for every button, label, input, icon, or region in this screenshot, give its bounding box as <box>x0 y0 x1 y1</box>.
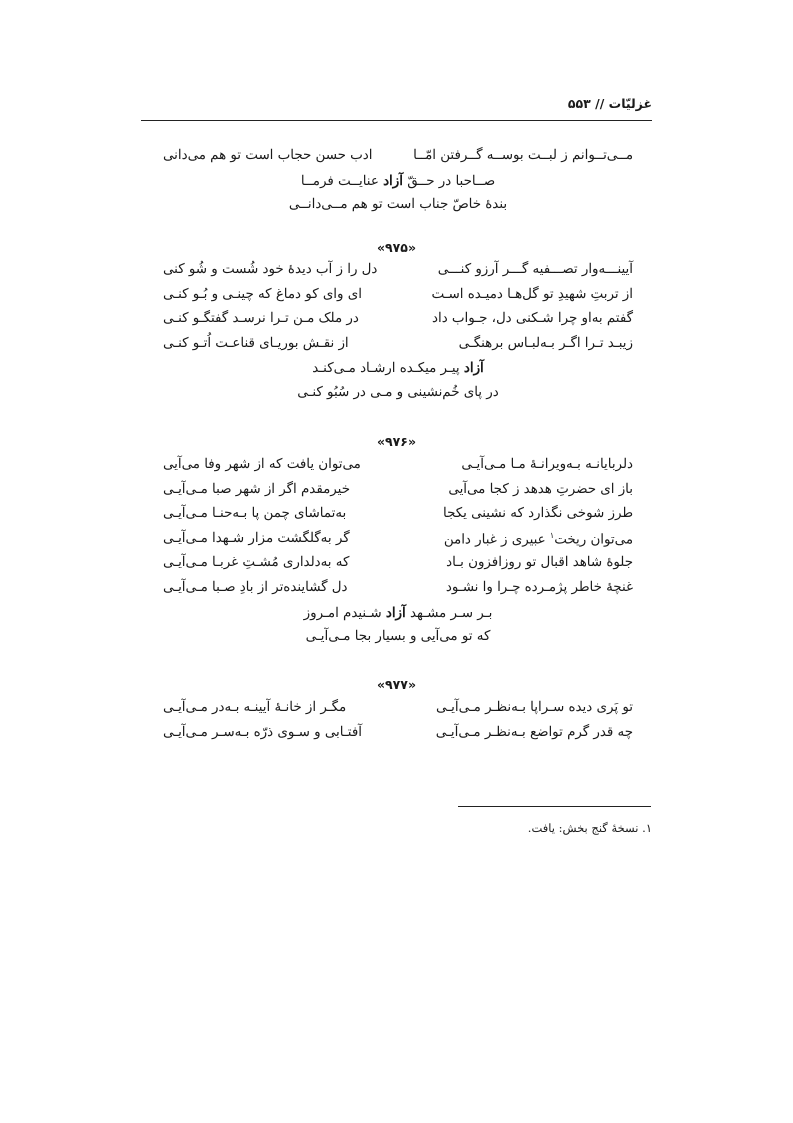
running-header: غزلیّات // ۵۵۳ <box>567 96 652 111</box>
hemistich-left: به‌تماشای چمن پا بـه‌حنـا مـی‌آیـی <box>163 506 347 522</box>
hemistich-right: زیبـد تـرا اگـر بـه‌لبـاس برهنگـی <box>458 335 633 351</box>
opening-verses <box>163 148 633 222</box>
ghazal-975 <box>163 262 633 410</box>
closing-mesra: در پای خُم‌نشینی و مـی در سُبُو کنـی <box>297 384 499 400</box>
hemistich-right: دلربایانـه بـه‌ویرانـهٔ مـا مـی‌آیـی <box>461 457 633 472</box>
couplet <box>163 311 633 336</box>
hemistich-right: از تربتِ شهیدِ تو گل‌هـا دمیـده اسـت <box>431 286 633 302</box>
footnote-divider <box>458 806 651 807</box>
hemistich-left: که به‌دلداری مُشـتِ غربـا مـی‌آیـی <box>163 555 350 571</box>
couplet <box>163 580 633 605</box>
ghazal-number: «۹۷۷» <box>376 677 417 692</box>
poet-name: آزاد <box>385 604 406 621</box>
hemistich-left: دل گشاینده‌تر از بادِ صـبا مـی‌آیـی <box>163 579 348 595</box>
couplet <box>163 457 633 482</box>
hemistich-right: مــی‌تــوانم ز لبــت بوســه گــرفتن امّــا <box>413 148 633 163</box>
hemistich-left: گر به‌گلگشت مزار شـهدا مـی‌آیـی <box>163 530 350 546</box>
footnote: ۱. نسخهٔ گنج بخش: یافت. <box>527 821 652 835</box>
hemistich-left: دل را ز آب دیدهٔ خود شُست و شُو کنی <box>163 262 378 277</box>
hemistich-right: چه قدر گرم تواضع بـه‌نظـر مـی‌آیـی <box>435 724 633 740</box>
hemistich-right: باز ای حضرتِ هدهد ز کجا می‌آیی <box>448 481 633 497</box>
closing-mesra: که تو می‌آیی و بسیار بجا مـی‌آیـی <box>305 629 491 645</box>
poet-name: آزاد <box>463 360 484 377</box>
hemistich-right: غنچهٔ خاطر پژمـرده چـرا وا نشـود <box>445 579 633 595</box>
couplet <box>163 287 633 312</box>
ghazal-number: «۹۷۶» <box>376 434 417 449</box>
hemistich-left: خیرمقدم اگر از شهر صبا مـی‌آیـی <box>163 481 350 497</box>
hemistich-left: از نقـش بوریـای قناعـت اُتـو کنـی <box>163 335 349 351</box>
closing-mesra: صــاحبا در حــقّ آزاد عنایــت فرمــا <box>300 172 496 189</box>
hemistich-right: طرز شوخی نگذارد که نشینی یکجا <box>443 506 633 522</box>
couplet <box>163 262 633 287</box>
couplet <box>163 700 633 725</box>
ghazal-976 <box>163 457 633 654</box>
couplet <box>163 148 633 173</box>
hemistich-left: می‌توان یافت که از شهر وفا می‌آیی <box>163 457 361 472</box>
ghazal-number: «۹۷۵» <box>376 240 417 255</box>
hemistich-left: مگـر از خانـهٔ آیینـه بـه‌در مـی‌آیـی <box>163 700 347 715</box>
couplet <box>163 506 633 531</box>
poet-name: آزاد <box>383 172 403 189</box>
footnote-marker: ۱ <box>549 530 555 540</box>
closing-mesra: بندهٔ خاصّ جناب است تو هم مــی‌دانــی <box>288 197 508 213</box>
couplet <box>163 725 633 750</box>
couplet <box>163 336 633 361</box>
hemistich-left: ای وای کو دماغ که چینـی و بُـو کنـی <box>163 286 362 302</box>
hemistich-left: ادب حسن حجاب است تو هم می‌دانی <box>163 148 373 163</box>
hemistich-right: جلوهٔ شاهد اقبال تو روزافزون بـاد <box>446 555 633 571</box>
ghazal-977 <box>163 700 633 749</box>
couplet <box>163 531 633 556</box>
hemistich-left: آفتـابی و سـوی ذرّه بـه‌سـر مـی‌آیـی <box>163 724 362 740</box>
closing-mesra: بـر سـر مشـهد آزاد شـنیدم امـروز <box>303 604 493 621</box>
hemistich-right: می‌توان ریخت$^۱$ عبیری ز غبار دامن <box>443 530 633 548</box>
couplet <box>163 482 633 507</box>
closing-mesra: آزاد پیـر میکـده ارشـاد مـی‌کنـد <box>312 360 484 377</box>
couplet <box>163 555 633 580</box>
hemistich-right: تو پَری دیده سـراپا بـه‌نظـر مـی‌آیـی <box>436 700 633 715</box>
header-divider <box>141 120 652 121</box>
hemistich-right: آیینـــه‌وار تصـــفیه گـــر آرزو کنـــی <box>437 262 633 277</box>
hemistich-right: گفتم به‌او چرا شـکنی دل، جـواب داد <box>432 311 633 327</box>
hemistich-left: در ملک مـن تـرا نرسـد گفتگـو کنـی <box>163 311 359 327</box>
